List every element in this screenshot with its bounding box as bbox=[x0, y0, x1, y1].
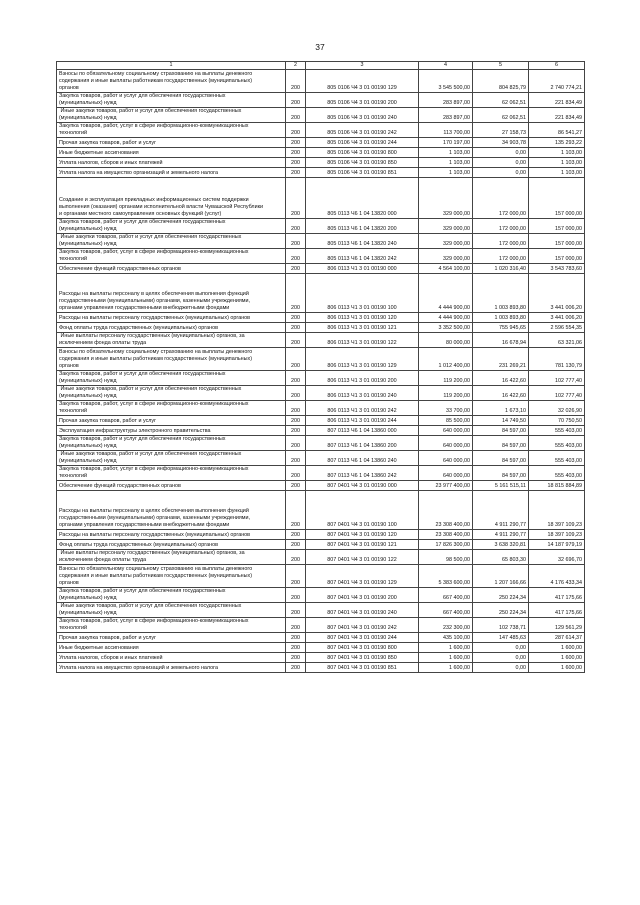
row-remaining: 135 293,22 bbox=[529, 138, 585, 148]
row-code: 200 bbox=[286, 371, 306, 386]
row-planned: 17 826 300,00 bbox=[419, 540, 473, 550]
row-remaining: 287 614,37 bbox=[529, 633, 585, 643]
row-executed: 84 597,00 bbox=[473, 451, 529, 466]
row-label: Создание и эксплуатация прикладных информационных систем поддержки выполнения (оказания) органами исполнительной власти Чувашской Республики и органами местного самоуправления основных функций (услуг) bbox=[57, 178, 286, 219]
row-code: 200 bbox=[286, 426, 306, 436]
row-executed: 172 000,00 bbox=[473, 234, 529, 249]
table-row bbox=[57, 643, 585, 653]
table-row bbox=[57, 138, 585, 148]
table-row bbox=[57, 540, 585, 550]
page-number: 37 bbox=[315, 42, 325, 52]
row-classification: 806 0113 Ч1 3 01 00190 129 bbox=[306, 348, 419, 371]
row-classification: 806 0113 Ч1 3 01 00190 122 bbox=[306, 333, 419, 348]
row-planned: 329 000,00 bbox=[419, 249, 473, 264]
table-row bbox=[57, 323, 585, 333]
row-planned: 4 444 900,00 bbox=[419, 274, 473, 313]
row-classification: 806 0113 Ч1 3 01 00190 000 bbox=[306, 264, 419, 274]
row-executed: 1 003 893,80 bbox=[473, 274, 529, 313]
column-header: 2 bbox=[286, 62, 306, 70]
row-planned: 119 200,00 bbox=[419, 371, 473, 386]
row-planned: 1 600,00 bbox=[419, 653, 473, 663]
row-label: Уплата налога на имущество организаций и земельного налога bbox=[57, 663, 286, 673]
row-classification: 807 0401 Ч4 3 01 00190 200 bbox=[306, 588, 419, 603]
row-code: 200 bbox=[286, 178, 306, 219]
row-label: Иные закупки товаров, работ и услуг для обеспечения государственных (муниципальных) нужд bbox=[57, 108, 286, 123]
row-label: Иные бюджетные ассигнования bbox=[57, 148, 286, 158]
row-label: Взносы по обязательному социальному страхованию на выплаты денежного содержания и иные выплаты работникам государственных (муниципальных) органов bbox=[57, 565, 286, 588]
row-classification: 805 0106 Ч4 3 01 00190 850 bbox=[306, 158, 419, 168]
row-label: Иные закупки товаров, работ и услуг для обеспечения государственных (муниципальных) нужд bbox=[57, 603, 286, 618]
row-code: 200 bbox=[286, 219, 306, 234]
row-label: Расходы на выплаты персоналу государственных (муниципальных) органов bbox=[57, 313, 286, 323]
row-code: 200 bbox=[286, 603, 306, 618]
row-executed: 3 638 320,81 bbox=[473, 540, 529, 550]
row-code: 200 bbox=[286, 158, 306, 168]
row-remaining: 1 103,00 bbox=[529, 168, 585, 178]
row-classification: 807 0401 Ч4 3 01 00190 800 bbox=[306, 643, 419, 653]
row-remaining: 1 103,00 bbox=[529, 148, 585, 158]
row-classification: 807 0401 Ч4 3 01 00190 129 bbox=[306, 565, 419, 588]
row-classification: 806 0113 Ч1 3 01 00190 242 bbox=[306, 401, 419, 416]
row-planned: 435 100,00 bbox=[419, 633, 473, 643]
table-row bbox=[57, 168, 585, 178]
row-classification: 807 0401 Ч4 3 01 00190 244 bbox=[306, 633, 419, 643]
row-label: Уплата налогов, сборов и иных платежей bbox=[57, 158, 286, 168]
row-code: 200 bbox=[286, 491, 306, 530]
row-code: 200 bbox=[286, 234, 306, 249]
row-code: 200 bbox=[286, 93, 306, 108]
row-classification: 807 0401 Ч4 3 01 00190 242 bbox=[306, 618, 419, 633]
row-remaining: 555 403,00 bbox=[529, 436, 585, 451]
table-row bbox=[57, 565, 585, 588]
row-executed: 1 003 893,80 bbox=[473, 313, 529, 323]
row-classification: 807 0401 Ч4 3 01 00190 120 bbox=[306, 530, 419, 540]
table-row bbox=[57, 530, 585, 540]
row-classification: 806 0113 Ч1 3 01 00190 120 bbox=[306, 313, 419, 323]
row-label: Прочая закупка товаров, работ и услуг bbox=[57, 633, 286, 643]
row-label: Иные бюджетные ассигнования bbox=[57, 643, 286, 653]
row-executed: 84 597,00 bbox=[473, 426, 529, 436]
row-planned: 80 000,00 bbox=[419, 333, 473, 348]
row-label: Закупка товаров, работ и услуг для обеспечения государственных (муниципальных) нужд bbox=[57, 588, 286, 603]
row-classification: 807 0401 Ч4 3 01 00190 122 bbox=[306, 550, 419, 565]
row-code: 200 bbox=[286, 70, 306, 93]
row-remaining: 18 815 884,89 bbox=[529, 481, 585, 491]
row-planned: 1 012 400,00 bbox=[419, 348, 473, 371]
row-executed: 0,00 bbox=[473, 653, 529, 663]
table-row bbox=[57, 93, 585, 108]
row-planned: 3 545 500,00 bbox=[419, 70, 473, 93]
table-row bbox=[57, 416, 585, 426]
row-code: 200 bbox=[286, 416, 306, 426]
row-executed: 62 062,51 bbox=[473, 93, 529, 108]
row-planned: 640 000,00 bbox=[419, 451, 473, 466]
row-planned: 329 000,00 bbox=[419, 234, 473, 249]
row-planned: 640 000,00 bbox=[419, 436, 473, 451]
row-code: 200 bbox=[286, 401, 306, 416]
row-classification: 807 0401 Ч4 3 01 00190 240 bbox=[306, 603, 419, 618]
row-label: Закупка товаров, работ и услуг для обеспечения государственных (муниципальных) нужд bbox=[57, 371, 286, 386]
row-executed: 250 224,34 bbox=[473, 588, 529, 603]
row-code: 200 bbox=[286, 249, 306, 264]
row-code: 200 bbox=[286, 108, 306, 123]
row-planned: 329 000,00 bbox=[419, 178, 473, 219]
row-executed: 5 161 515,11 bbox=[473, 481, 529, 491]
row-code: 200 bbox=[286, 348, 306, 371]
row-executed: 84 597,00 bbox=[473, 436, 529, 451]
row-remaining: 63 321,06 bbox=[529, 333, 585, 348]
column-header: 5 bbox=[473, 62, 529, 70]
row-planned: 667 400,00 bbox=[419, 588, 473, 603]
row-label: Закупка товаров, работ, услуг в сфере информационно-коммуникационных технологий bbox=[57, 401, 286, 416]
row-classification: 805 0106 Ч4 3 01 00190 129 bbox=[306, 70, 419, 93]
row-code: 200 bbox=[286, 481, 306, 491]
row-label: Закупка товаров, работ и услуг для обеспечения государственных (муниципальных) нужд bbox=[57, 219, 286, 234]
row-executed: 16 422,60 bbox=[473, 371, 529, 386]
row-remaining: 417 175,66 bbox=[529, 588, 585, 603]
row-classification: 805 0106 Ч4 3 01 00190 200 bbox=[306, 93, 419, 108]
row-classification: 805 0106 Ч4 3 01 00190 244 bbox=[306, 138, 419, 148]
row-remaining: 157 000,00 bbox=[529, 249, 585, 264]
row-planned: 232 300,00 bbox=[419, 618, 473, 633]
row-planned: 5 383 600,00 bbox=[419, 565, 473, 588]
row-executed: 65 803,30 bbox=[473, 550, 529, 565]
row-code: 200 bbox=[286, 323, 306, 333]
column-header: 6 bbox=[529, 62, 585, 70]
row-label: Закупка товаров, работ, услуг в сфере информационно-коммуникационных технологий bbox=[57, 123, 286, 138]
row-code: 200 bbox=[286, 313, 306, 323]
row-executed: 0,00 bbox=[473, 148, 529, 158]
row-remaining: 555 403,00 bbox=[529, 451, 585, 466]
row-remaining: 3 543 783,60 bbox=[529, 264, 585, 274]
row-executed: 16 422,60 bbox=[473, 386, 529, 401]
row-label: Расходы на выплаты персоналу государственных (муниципальных) органов bbox=[57, 530, 286, 540]
table-row bbox=[57, 633, 585, 643]
row-remaining: 32 696,70 bbox=[529, 550, 585, 565]
row-classification: 805 0113 Ч6 1 04 13820 000 bbox=[306, 178, 419, 219]
row-classification: 805 0113 Ч6 1 04 13820 200 bbox=[306, 219, 419, 234]
table-row bbox=[57, 219, 585, 234]
row-label: Закупка товаров, работ, услуг в сфере информационно-коммуникационных технологий bbox=[57, 249, 286, 264]
row-code: 200 bbox=[286, 550, 306, 565]
row-code: 200 bbox=[286, 565, 306, 588]
row-label: Эксплуатация инфраструктуры электронного правительства bbox=[57, 426, 286, 436]
row-remaining: 157 000,00 bbox=[529, 178, 585, 219]
column-header: 4 bbox=[419, 62, 473, 70]
table-row bbox=[57, 123, 585, 138]
table-row bbox=[57, 148, 585, 158]
row-executed: 172 000,00 bbox=[473, 178, 529, 219]
table-row bbox=[57, 603, 585, 618]
row-label: Обеспечение функций государственных органов bbox=[57, 481, 286, 491]
row-planned: 1 103,00 bbox=[419, 168, 473, 178]
row-remaining: 102 777,40 bbox=[529, 371, 585, 386]
table-row bbox=[57, 466, 585, 481]
table-row bbox=[57, 481, 585, 491]
row-planned: 4 444 900,00 bbox=[419, 313, 473, 323]
row-code: 200 bbox=[286, 264, 306, 274]
row-label: Иные закупки товаров, работ и услуг для обеспечения государственных (муниципальных) нужд bbox=[57, 451, 286, 466]
row-label: Закупка товаров, работ, услуг в сфере информационно-коммуникационных технологий bbox=[57, 618, 286, 633]
row-remaining: 417 175,66 bbox=[529, 603, 585, 618]
row-label: Фонд оплаты труда государственных (муниципальных) органов bbox=[57, 540, 286, 550]
row-remaining: 18 397 109,23 bbox=[529, 491, 585, 530]
table-row bbox=[57, 313, 585, 323]
row-remaining: 86 541,27 bbox=[529, 123, 585, 138]
row-remaining: 4 176 433,34 bbox=[529, 565, 585, 588]
table-row bbox=[57, 436, 585, 451]
row-planned: 3 352 500,00 bbox=[419, 323, 473, 333]
row-executed: 34 903,78 bbox=[473, 138, 529, 148]
row-remaining: 781 130,79 bbox=[529, 348, 585, 371]
row-executed: 4 911 290,77 bbox=[473, 530, 529, 540]
row-remaining: 555 403,00 bbox=[529, 466, 585, 481]
row-planned: 640 000,00 bbox=[419, 466, 473, 481]
row-remaining: 3 441 006,20 bbox=[529, 274, 585, 313]
row-remaining: 102 777,40 bbox=[529, 386, 585, 401]
row-remaining: 129 561,29 bbox=[529, 618, 585, 633]
row-executed: 14 749,50 bbox=[473, 416, 529, 426]
row-planned: 113 700,00 bbox=[419, 123, 473, 138]
row-planned: 329 000,00 bbox=[419, 219, 473, 234]
row-code: 200 bbox=[286, 148, 306, 158]
row-remaining: 2 596 554,35 bbox=[529, 323, 585, 333]
row-classification: 806 0113 Ч1 3 01 00190 200 bbox=[306, 371, 419, 386]
table-row bbox=[57, 348, 585, 371]
row-planned: 98 500,00 bbox=[419, 550, 473, 565]
row-executed: 16 678,94 bbox=[473, 333, 529, 348]
table-row bbox=[57, 550, 585, 565]
row-executed: 755 945,65 bbox=[473, 323, 529, 333]
row-remaining: 2 740 774,21 bbox=[529, 70, 585, 93]
row-executed: 1 673,10 bbox=[473, 401, 529, 416]
row-label: Фонд оплаты труда государственных (муниципальных) органов bbox=[57, 323, 286, 333]
table-row bbox=[57, 653, 585, 663]
row-planned: 85 500,00 bbox=[419, 416, 473, 426]
table-header-row bbox=[57, 62, 585, 70]
budget-table-body bbox=[57, 62, 585, 673]
table-row bbox=[57, 618, 585, 633]
row-remaining: 555 403,00 bbox=[529, 426, 585, 436]
row-classification: 806 0113 Ч1 3 01 00190 240 bbox=[306, 386, 419, 401]
table-row bbox=[57, 401, 585, 416]
row-code: 200 bbox=[286, 530, 306, 540]
row-remaining: 221 834,49 bbox=[529, 108, 585, 123]
row-classification: 806 0113 Ч1 3 01 00190 244 bbox=[306, 416, 419, 426]
table-row bbox=[57, 234, 585, 249]
row-remaining: 14 187 979,19 bbox=[529, 540, 585, 550]
row-classification: 807 0401 Ч4 3 01 00190 000 bbox=[306, 481, 419, 491]
row-executed: 147 485,63 bbox=[473, 633, 529, 643]
table-row bbox=[57, 264, 585, 274]
row-code: 200 bbox=[286, 333, 306, 348]
table-row bbox=[57, 451, 585, 466]
row-label: Закупка товаров, работ и услуг для обеспечения государственных (муниципальных) нужд bbox=[57, 93, 286, 108]
row-code: 200 bbox=[286, 123, 306, 138]
row-executed: 0,00 bbox=[473, 158, 529, 168]
table-row bbox=[57, 178, 585, 219]
row-code: 200 bbox=[286, 663, 306, 673]
row-code: 200 bbox=[286, 588, 306, 603]
row-classification: 807 0113 Ч6 1 04 13860 242 bbox=[306, 466, 419, 481]
table-row bbox=[57, 663, 585, 673]
row-classification: 806 0113 Ч1 3 01 00190 100 bbox=[306, 274, 419, 313]
row-planned: 1 600,00 bbox=[419, 663, 473, 673]
row-code: 200 bbox=[286, 274, 306, 313]
table-row bbox=[57, 70, 585, 93]
row-planned: 1 103,00 bbox=[419, 158, 473, 168]
row-executed: 84 597,00 bbox=[473, 466, 529, 481]
table-row bbox=[57, 426, 585, 436]
row-planned: 119 200,00 bbox=[419, 386, 473, 401]
row-executed: 250 224,34 bbox=[473, 603, 529, 618]
budget-table bbox=[56, 61, 585, 673]
row-code: 200 bbox=[286, 618, 306, 633]
row-planned: 283 897,00 bbox=[419, 108, 473, 123]
row-executed: 231 269,21 bbox=[473, 348, 529, 371]
row-classification: 805 0106 Ч4 3 01 00190 800 bbox=[306, 148, 419, 158]
row-remaining: 157 000,00 bbox=[529, 234, 585, 249]
row-classification: 807 0113 Ч6 1 04 13860 240 bbox=[306, 451, 419, 466]
row-executed: 102 738,71 bbox=[473, 618, 529, 633]
row-executed: 62 062,51 bbox=[473, 108, 529, 123]
row-code: 200 bbox=[286, 643, 306, 653]
row-label: Обеспечение функций государственных органов bbox=[57, 264, 286, 274]
row-label: Расходы на выплаты персоналу в целях обеспечения выполнения функций государственными (муниципальными) органами, казенными учреждениями, органами управления государственными внебюджетными фондами bbox=[57, 274, 286, 313]
column-header: 1 bbox=[57, 62, 286, 70]
row-label: Иные закупки товаров, работ и услуг для обеспечения государственных (муниципальных) нужд bbox=[57, 234, 286, 249]
row-executed: 0,00 bbox=[473, 168, 529, 178]
table-row bbox=[57, 158, 585, 168]
row-classification: 807 0113 Ч6 1 04 13860 200 bbox=[306, 436, 419, 451]
table-row bbox=[57, 274, 585, 313]
row-classification: 807 0401 Ч4 3 01 00190 121 bbox=[306, 540, 419, 550]
row-remaining: 1 600,00 bbox=[529, 643, 585, 653]
row-code: 200 bbox=[286, 653, 306, 663]
row-planned: 667 400,00 bbox=[419, 603, 473, 618]
row-classification: 807 0401 Ч4 3 01 00190 850 bbox=[306, 653, 419, 663]
row-label: Расходы на выплаты персоналу в целях обеспечения выполнения функций государственными (муниципальными) органами, казенными учреждениями, органами управления государственными внебюджетными фондами bbox=[57, 491, 286, 530]
row-executed: 1 207 166,66 bbox=[473, 565, 529, 588]
row-classification: 807 0113 Ч6 1 04 13860 000 bbox=[306, 426, 419, 436]
row-planned: 23 977 400,00 bbox=[419, 481, 473, 491]
row-label: Закупка товаров, работ и услуг для обеспечения государственных (муниципальных) нужд bbox=[57, 436, 286, 451]
row-code: 200 bbox=[286, 138, 306, 148]
row-label: Иные выплаты персоналу государственных (муниципальных) органов, за исключением фонда оплаты труда bbox=[57, 550, 286, 565]
row-executed: 0,00 bbox=[473, 643, 529, 653]
table-row bbox=[57, 371, 585, 386]
row-classification: 807 0401 Ч4 3 01 00190 100 bbox=[306, 491, 419, 530]
row-executed: 1 020 316,40 bbox=[473, 264, 529, 274]
row-planned: 1 600,00 bbox=[419, 643, 473, 653]
row-remaining: 32 026,90 bbox=[529, 401, 585, 416]
row-executed: 4 911 290,77 bbox=[473, 491, 529, 530]
row-code: 200 bbox=[286, 386, 306, 401]
row-planned: 23 308 400,00 bbox=[419, 530, 473, 540]
table-row bbox=[57, 491, 585, 530]
row-remaining: 157 000,00 bbox=[529, 219, 585, 234]
row-executed: 172 000,00 bbox=[473, 219, 529, 234]
table-row bbox=[57, 588, 585, 603]
row-label: Уплата налога на имущество организаций и земельного налога bbox=[57, 168, 286, 178]
row-classification: 805 0106 Ч4 3 01 00190 242 bbox=[306, 123, 419, 138]
row-label: Иные выплаты персоналу государственных (муниципальных) органов, за исключением фонда оплаты труда bbox=[57, 333, 286, 348]
row-code: 200 bbox=[286, 466, 306, 481]
row-classification: 805 0106 Ч4 3 01 00190 851 bbox=[306, 168, 419, 178]
row-code: 200 bbox=[286, 633, 306, 643]
row-remaining: 70 750,50 bbox=[529, 416, 585, 426]
row-remaining: 221 834,49 bbox=[529, 93, 585, 108]
row-planned: 4 564 100,00 bbox=[419, 264, 473, 274]
table-row bbox=[57, 333, 585, 348]
row-planned: 23 308 400,00 bbox=[419, 491, 473, 530]
row-planned: 33 700,00 bbox=[419, 401, 473, 416]
row-label: Закупка товаров, работ, услуг в сфере информационно-коммуникационных технологий bbox=[57, 466, 286, 481]
table-row bbox=[57, 386, 585, 401]
row-remaining: 1 600,00 bbox=[529, 663, 585, 673]
row-classification: 805 0106 Ч4 3 01 00190 240 bbox=[306, 108, 419, 123]
row-executed: 804 825,79 bbox=[473, 70, 529, 93]
row-remaining: 1 600,00 bbox=[529, 653, 585, 663]
column-header: 3 bbox=[306, 62, 419, 70]
row-code: 200 bbox=[286, 451, 306, 466]
row-code: 200 bbox=[286, 540, 306, 550]
row-classification: 807 0401 Ч4 3 01 00190 851 bbox=[306, 663, 419, 673]
row-label: Прочая закупка товаров, работ и услуг bbox=[57, 138, 286, 148]
row-planned: 640 000,00 bbox=[419, 426, 473, 436]
table-row bbox=[57, 249, 585, 264]
row-executed: 0,00 bbox=[473, 663, 529, 673]
row-label: Уплата налогов, сборов и иных платежей bbox=[57, 653, 286, 663]
row-classification: 806 0113 Ч1 3 01 00190 121 bbox=[306, 323, 419, 333]
row-label: Иные закупки товаров, работ и услуг для обеспечения государственных (муниципальных) нужд bbox=[57, 386, 286, 401]
row-executed: 27 158,73 bbox=[473, 123, 529, 138]
row-label: Взносы по обязательному социальному страхованию на выплаты денежного содержания и иные выплаты работникам государственных (муниципальных) органов bbox=[57, 348, 286, 371]
row-classification: 805 0113 Ч6 1 04 13820 242 bbox=[306, 249, 419, 264]
row-remaining: 3 441 006,20 bbox=[529, 313, 585, 323]
row-label: Взносы по обязательному социальному страхованию на выплаты денежного содержания и иные выплаты работникам государственных (муниципальных) органов bbox=[57, 70, 286, 93]
row-classification: 805 0113 Ч6 1 04 13820 240 bbox=[306, 234, 419, 249]
row-remaining: 18 397 109,23 bbox=[529, 530, 585, 540]
row-executed: 172 000,00 bbox=[473, 249, 529, 264]
row-code: 200 bbox=[286, 168, 306, 178]
row-remaining: 1 103,00 bbox=[529, 158, 585, 168]
row-code: 200 bbox=[286, 436, 306, 451]
row-planned: 170 197,00 bbox=[419, 138, 473, 148]
row-planned: 283 897,00 bbox=[419, 93, 473, 108]
row-label: Прочая закупка товаров, работ и услуг bbox=[57, 416, 286, 426]
row-planned: 1 103,00 bbox=[419, 148, 473, 158]
table-row bbox=[57, 108, 585, 123]
